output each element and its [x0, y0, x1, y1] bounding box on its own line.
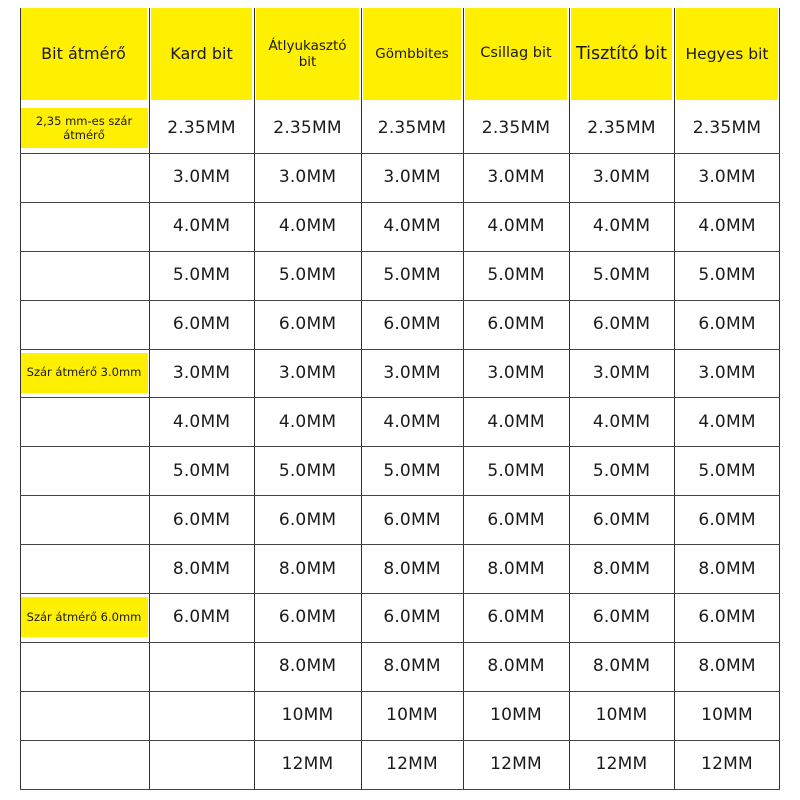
size-cell: 6.0MM	[698, 314, 756, 335]
size-cell: 3.0MM	[172, 167, 231, 188]
size-cell: 6.0MM	[592, 314, 651, 335]
size-cell: 5.0MM	[278, 460, 337, 481]
size-cell: 3.0MM	[698, 167, 756, 188]
size-cell: 8.0MM	[592, 656, 651, 677]
size-cell: 4.0MM	[172, 411, 231, 432]
size-cell: 10MM	[386, 705, 438, 726]
size-cell: 3.0MM	[698, 362, 756, 383]
header-cell: Tisztító bit	[571, 8, 672, 100]
size-cell: 4.0MM	[172, 216, 231, 237]
size-cell: 3.0MM	[383, 362, 441, 383]
size-cell: 5.0MM	[487, 265, 545, 286]
grid-line-horizontal	[20, 251, 780, 252]
size-cell: 2.35MM	[167, 118, 236, 139]
size-cell: 3.0MM	[172, 362, 231, 383]
size-cell: 6.0MM	[172, 607, 231, 628]
grid-line-horizontal	[20, 153, 780, 154]
size-cell: 5.0MM	[172, 265, 231, 286]
section-label: Szár átmérő 6.0mm	[20, 597, 148, 637]
size-cell: 6.0MM	[592, 607, 651, 628]
size-cell: 6.0MM	[383, 607, 441, 628]
section-label: 2,35 mm-es szár átmérő	[20, 108, 148, 148]
header-cell: Csillag bit	[465, 8, 567, 100]
size-cell: 5.0MM	[278, 265, 337, 286]
size-cell: 8.0MM	[383, 558, 441, 579]
size-cell: 12MM	[281, 754, 334, 775]
size-cell: 5.0MM	[383, 460, 441, 481]
size-cell	[149, 740, 254, 789]
size-cell: 8.0MM	[278, 656, 337, 677]
size-cell: 8.0MM	[698, 656, 756, 677]
size-cell: 3.0MM	[592, 362, 651, 383]
size-cell: 6.0MM	[487, 314, 545, 335]
grid-line-horizontal	[20, 397, 780, 398]
size-cell: 4.0MM	[487, 411, 545, 432]
size-cell: 6.0MM	[383, 314, 441, 335]
size-cell: 8.0MM	[383, 656, 441, 677]
size-cell: 5.0MM	[172, 460, 231, 481]
size-cell: 6.0MM	[172, 314, 231, 335]
size-cell: 6.0MM	[278, 607, 337, 628]
size-cell: 6.0MM	[487, 607, 545, 628]
grid-line-horizontal	[20, 789, 780, 790]
size-cell: 8.0MM	[278, 558, 337, 579]
size-cell: 4.0MM	[698, 216, 756, 237]
size-cell: 10MM	[281, 705, 334, 726]
size-cell: 2.35MM	[692, 118, 762, 139]
size-cell: 4.0MM	[383, 411, 441, 432]
size-cell: 3.0MM	[487, 362, 545, 383]
header-cell: Gömbbites	[363, 8, 461, 100]
size-cell: 10MM	[701, 705, 753, 726]
size-cell: 4.0MM	[383, 216, 441, 237]
size-cell: 3.0MM	[487, 167, 545, 188]
size-cell: 4.0MM	[698, 411, 756, 432]
section-label: Szár átmérő 3.0mm	[20, 353, 148, 393]
size-cell: 2.35MM	[273, 118, 342, 139]
size-cell: 4.0MM	[278, 216, 337, 237]
size-cell: 5.0MM	[698, 265, 756, 286]
size-cell: 2.35MM	[587, 118, 656, 139]
grid-line-horizontal	[20, 495, 780, 496]
size-cell: 12MM	[490, 754, 542, 775]
size-cell: 12MM	[701, 754, 753, 775]
size-cell: 6.0MM	[698, 509, 756, 530]
size-cell: 8.0MM	[592, 558, 651, 579]
size-cell: 5.0MM	[592, 265, 651, 286]
size-cell: 6.0MM	[278, 509, 337, 530]
size-cell: 5.0MM	[383, 265, 441, 286]
size-cell: 8.0MM	[487, 558, 545, 579]
size-cell: 3.0MM	[278, 167, 337, 188]
grid-line-horizontal	[20, 202, 780, 203]
size-cell: 4.0MM	[487, 216, 545, 237]
size-cell: 5.0MM	[592, 460, 651, 481]
size-cell: 10MM	[490, 705, 542, 726]
grid-line-horizontal	[20, 349, 780, 350]
header-cell: Átlyukasztó bit	[256, 8, 359, 100]
size-cell: 2.35MM	[377, 118, 447, 139]
grid-line-horizontal	[20, 691, 780, 692]
size-cell: 5.0MM	[487, 460, 545, 481]
size-cell: 8.0MM	[487, 656, 545, 677]
size-cell: 5.0MM	[698, 460, 756, 481]
size-cell: 3.0MM	[383, 167, 441, 188]
size-cell: 4.0MM	[592, 411, 651, 432]
grid-line-horizontal	[20, 544, 780, 545]
size-cell	[149, 691, 254, 740]
header-cell: Hegyes bit	[676, 8, 778, 100]
grid-line-horizontal	[20, 300, 780, 301]
size-cell: 6.0MM	[278, 314, 337, 335]
size-cell: 10MM	[595, 705, 648, 726]
size-cell: 8.0MM	[698, 558, 756, 579]
size-cell: 6.0MM	[698, 607, 756, 628]
size-cell: 4.0MM	[592, 216, 651, 237]
size-cell: 3.0MM	[278, 362, 337, 383]
size-cell: 6.0MM	[592, 509, 651, 530]
grid-line-horizontal	[20, 593, 780, 594]
size-cell: 12MM	[386, 754, 438, 775]
size-cell: 3.0MM	[592, 167, 651, 188]
size-cell: 12MM	[595, 754, 648, 775]
grid-line-horizontal	[20, 740, 780, 741]
size-cell: 4.0MM	[278, 411, 337, 432]
size-cell: 6.0MM	[383, 509, 441, 530]
size-cell	[149, 642, 254, 691]
size-cell: 8.0MM	[172, 558, 231, 579]
grid-line-horizontal	[20, 642, 780, 643]
grid-line-horizontal	[20, 446, 780, 447]
size-cell: 6.0MM	[487, 509, 545, 530]
size-cell: 2.35MM	[481, 118, 551, 139]
size-cell: 6.0MM	[172, 509, 231, 530]
header-cell: Kard bit	[151, 8, 252, 100]
header-cell: Bit átmérő	[20, 8, 147, 100]
bit-size-table	[20, 8, 780, 790]
